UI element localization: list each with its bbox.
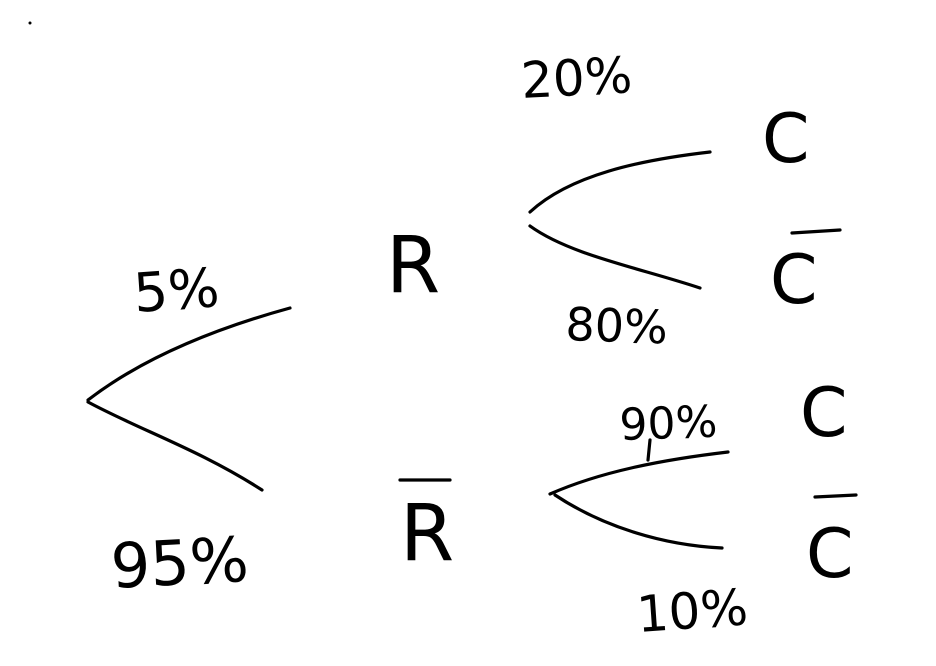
outcome-r-bar: R: [400, 489, 455, 579]
prob-label-c-given-r: 20%: [519, 46, 634, 110]
outcome-r: R: [386, 221, 441, 311]
branch-r-to-c: [530, 152, 710, 212]
outcome-c-bar-lower: C: [806, 515, 854, 594]
branch-rbar-to-c: [550, 452, 728, 494]
branch-rbar-to-c-bar: [555, 495, 722, 548]
prob-label-r-bar: 95%: [108, 522, 251, 603]
prob-label-c-bar-given-r-bar: 10%: [634, 578, 750, 644]
branch-root-to-r-bar: [88, 402, 262, 490]
prob-label-c-given-r-bar: 90%: [618, 396, 719, 451]
branch-root-to-r: [88, 308, 290, 400]
branch-r-to-c-bar: [530, 226, 700, 288]
prob-label-r: 5%: [131, 256, 222, 325]
outcome-c-upper: C: [762, 100, 810, 179]
outcome-c-bar-upper-overline: [792, 230, 840, 233]
stray-dot: [29, 22, 32, 25]
outcome-c-lower: C: [800, 374, 848, 453]
prob-label-c-bar-given-r: 80%: [564, 297, 669, 355]
outcome-c-bar-lower-overline: [815, 495, 856, 497]
outcome-c-bar-upper: C: [770, 241, 818, 320]
